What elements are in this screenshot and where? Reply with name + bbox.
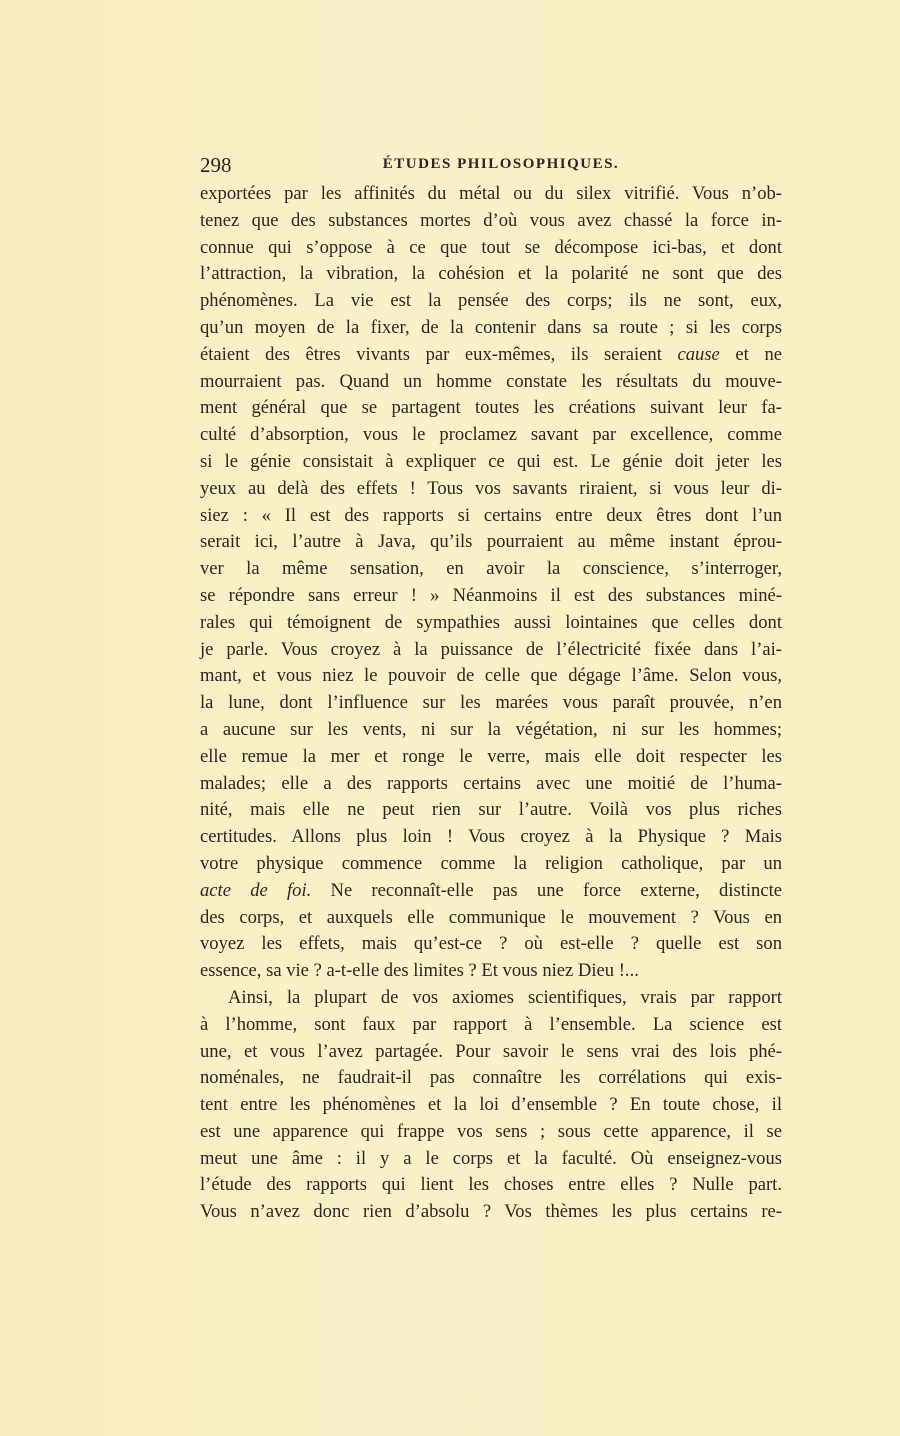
body-text xyxy=(200,181,782,1226)
text-line: malades; elle a des rapports certains avec une moitié de l’huma- xyxy=(200,772,782,794)
text-line: connue qui s’oppose à ce que tout se décompose ici-bas, et dont xyxy=(200,236,782,258)
text-line xyxy=(200,878,782,905)
italic-text: cause xyxy=(677,343,720,365)
text-line: siez : « Il est des rapports si certains entre deux êtres dont l’un xyxy=(200,504,782,526)
text-line: la lune, dont l’influence sur les marées vous paraît prouvée, n’en xyxy=(200,692,782,714)
text-line: exportées par les affinités du métal ou du silex vitrifié. Vous n’ob- xyxy=(200,183,782,204)
text-line: meut une âme : il y a le corps et la faculté. Où enseignez-vous xyxy=(200,1147,782,1169)
text-line: Vous n’avez donc rien d’absolu ? Vos thèmes les plus certains re- xyxy=(200,1201,782,1223)
text-line: serait ici, l’autre à Java, qu’ils pourraient au même instant éprou- xyxy=(200,531,782,553)
running-title: ÉTUDES PHILOSOPHIQUES. xyxy=(382,156,620,172)
text-line: essence, sa vie ? a-t-elle des limites ? Et vous niez Dieu !... xyxy=(200,960,639,982)
text-line: voyez les effets, mais qu’est-ce ? où est-elle ? quelle est son xyxy=(200,933,782,955)
text-line: culté d’absorption, vous le proclamez savant par excellence, comme xyxy=(200,424,782,446)
text-line: noménales, ne faudrait-il pas connaître les corrélations qui exis- xyxy=(200,1067,782,1089)
text-line: elle remue la mer et ronge le verre, mais elle doit respecter les xyxy=(200,745,782,767)
text-line: l’étude des rapports qui lient les choses entre elles ? Nulle part. xyxy=(200,1174,782,1196)
italic-text: acte de foi. xyxy=(200,879,312,901)
running-header xyxy=(200,153,782,181)
text-line: mourraient pas. Quand un homme constate les résultats du mouve- xyxy=(200,370,782,392)
text-line: yeux au delà des effets ! Tous vos savants riraient, si vous leur di- xyxy=(200,477,782,499)
text-line: Ainsi, la plupart de vos axiomes scientifiques, vrais par rapport xyxy=(228,986,782,1008)
page-number: 298 xyxy=(200,153,232,177)
text-line: votre physique commence comme la religion catholique, par un xyxy=(200,852,782,874)
text-line: se répondre sans erreur ! » Néanmoins il est des substances miné- xyxy=(200,584,782,606)
text-line: rales qui témoignent de sympathies aussi lointaines que celles dont xyxy=(200,611,782,633)
text-line: ment général que se partagent toutes les créations suivant leur fa- xyxy=(200,397,782,419)
text-line: je parle. Vous croyez à la puissance de l’électricité fixée dans l’ai- xyxy=(200,638,782,660)
text-line: à l’homme, sont faux par rapport à l’ensemble. La science est xyxy=(200,1013,782,1035)
text-line: qu’un moyen de la fixer, de la contenir dans sa route ; si les corps xyxy=(200,316,782,338)
line-segment: étaient des êtres vivants par eux-mêmes, ils seraient xyxy=(200,343,678,365)
text-line: certitudes. Allons plus loin ! Vous croyez à la Physique ? Mais xyxy=(200,826,782,848)
text-line: si le génie consistait à expliquer ce qui est. Le génie doit jeter les xyxy=(200,450,782,472)
text-line: ver la même sensation, en avoir la conscience, s’interroger, xyxy=(200,558,782,580)
text-line: l’attraction, la vibration, la cohésion et la polarité ne sont que des xyxy=(200,263,782,285)
text-line: mant, et vous niez le pouvoir de celle que dégage l’âme. Selon vous, xyxy=(200,665,782,687)
line-segment: et ne xyxy=(719,343,782,365)
text-line: a aucune sur les vents, ni sur la végétation, ni sur les hommes; xyxy=(200,718,782,740)
text-line: est une apparence qui frappe vos sens ; sous cette apparence, il se xyxy=(200,1120,782,1142)
text-line: des corps, et auxquels elle communique le mouvement ? Vous en xyxy=(200,906,782,928)
text-line: tent entre les phénomènes et la loi d’ensemble ? En toute chose, il xyxy=(200,1094,782,1116)
text-line: phénomènes. La vie est la pensée des corps; ils ne sont, eux, xyxy=(200,290,782,312)
text-line: tenez que des substances mortes d’où vous avez chassé la force in- xyxy=(200,209,782,231)
line-segment: Ne reconnaît-elle pas une force externe, distincte xyxy=(311,879,782,901)
text-line xyxy=(200,342,782,369)
text-line: nité, mais elle ne peut rien sur l’autre. Voilà vos plus riches xyxy=(200,799,782,821)
text-line: une, et vous l’avez partagée. Pour savoir le sens vrai des lois phé- xyxy=(200,1040,782,1062)
